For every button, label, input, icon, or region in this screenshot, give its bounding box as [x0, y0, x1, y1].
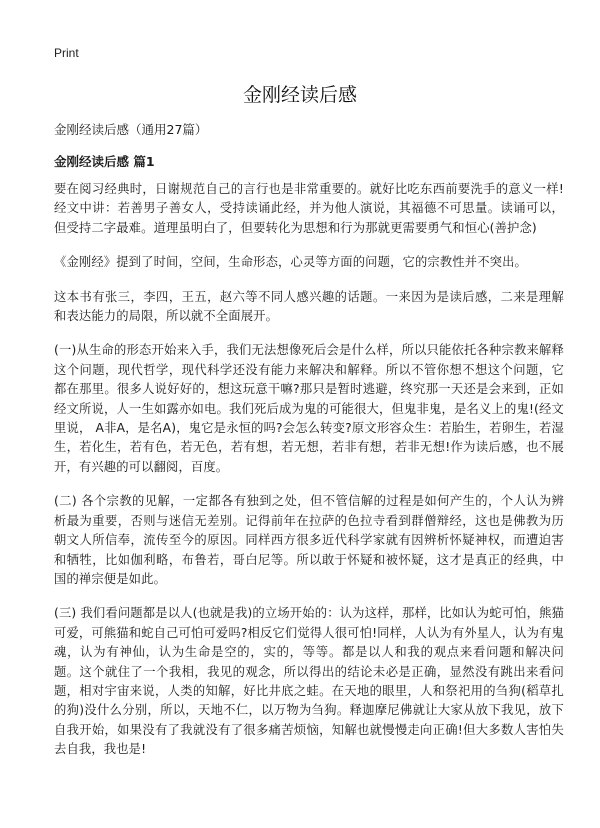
- paragraph-4: (一)从生命的形态开始来入手，我们无法想像死后会是什么样，所以只能依托各种宗教来解释这个问题，现代哲学，现代科学还没有能力来解决和解释。所以不管你想不想这个问题，它都在那里。很多人说好好的，想这玩意干嘛?那只是暂时逃避，终究那一天还是会来到，正如经文所说，人一生如露亦如电。我们死后成为鬼的可能很大，但鬼非鬼，是名义上的鬼!(经文里说， A非A，是名A)，鬼它是永恒的吗?会怎么转变?原文形容众生：若胎生，若卵生，若湿生，若化生，若有色，若无色，若有想，若无想，若非有想，若非无想!作为读后感，也不展开，有兴趣的可以翻阅，百度。: [54, 343, 564, 474]
- document-subtitle: 金刚经读后感（通用27篇）: [54, 122, 208, 137]
- paragraph-5: (二) 各个宗教的见解，一定都各有独到之处，但不管信解的过程是如何产生的，个人认为辨析最为重要，否则与迷信无差别。记得前年在拉萨的色拉寺看到群僧辩经，这也是佛教为历朝文人所信奉，流传至今的原因。同样西方很多近代科学家就有因辨析怀疑神权，而遭迫害和牺牲，比如伽利略，布鲁若，哥白尼等。所以敢于怀疑和被怀疑，这才是真正的经典，中国的禅宗便是如此。: [54, 494, 564, 586]
- paragraph-6: (三) 我们看问题都是以人(也就是我)的立场开始的：认为这样，那样，比如认为蛇可怕，熊猫可爱，可熊猫和蛇自己可怕可爱吗?相反它们觉得人很可怕!同样，人认为有外星人，认为有鬼魂，认为有神仙，认为生命是空的，实的，等等。都是以人和我的观点来看问题和解决问题。这个就住了一个我相，我见的观念，所以得出的结论未必是正确，显然没有跳出来看问题，相对宇宙来说，人类的知解，好比井底之蛙。在天地的眼里，人和祭祀用的刍狗(稻草扎的狗)没什么分别，所以，天地不仁，以万物为刍狗。释迦摩尼佛就让大家从放下我见，放下自我开始，如果没有了我就没有了很多痛苦烦恼，知解也就慢慢走向正确!但大多数人害怕失去自我，我也是!: [54, 606, 564, 757]
- section-heading: 金刚经读后感 篇1: [54, 154, 155, 169]
- paragraph-3: 这本书有张三，李四，王五，赵六等不同人感兴趣的话题。一来因为是读后感，二来是理解和表达能力的局限，所以就不全面展开。: [54, 289, 564, 324]
- paragraph-1: 要在阅习经典时，日谢规范自己的言行也是非常重要的。就好比吃东西前要洗手的意义一样! 经文中讲：若善男子善女人，受持读诵此经，并为他人演说，其福德不可思量。读诵可以，但受持二字最难。道理虽明白了，但要转化为思想和行为那就更需要勇气和恒心(善护念): [54, 182, 564, 235]
- paragraph-2: 《金刚经》提到了时间，空间，生命形态，心灵等方面的问题，它的宗教性并不突出。: [54, 255, 527, 270]
- print-link[interactable]: Print: [54, 46, 79, 60]
- page-title: 金刚经读后感: [242, 84, 357, 106]
- article-body: [54, 180, 564, 775]
